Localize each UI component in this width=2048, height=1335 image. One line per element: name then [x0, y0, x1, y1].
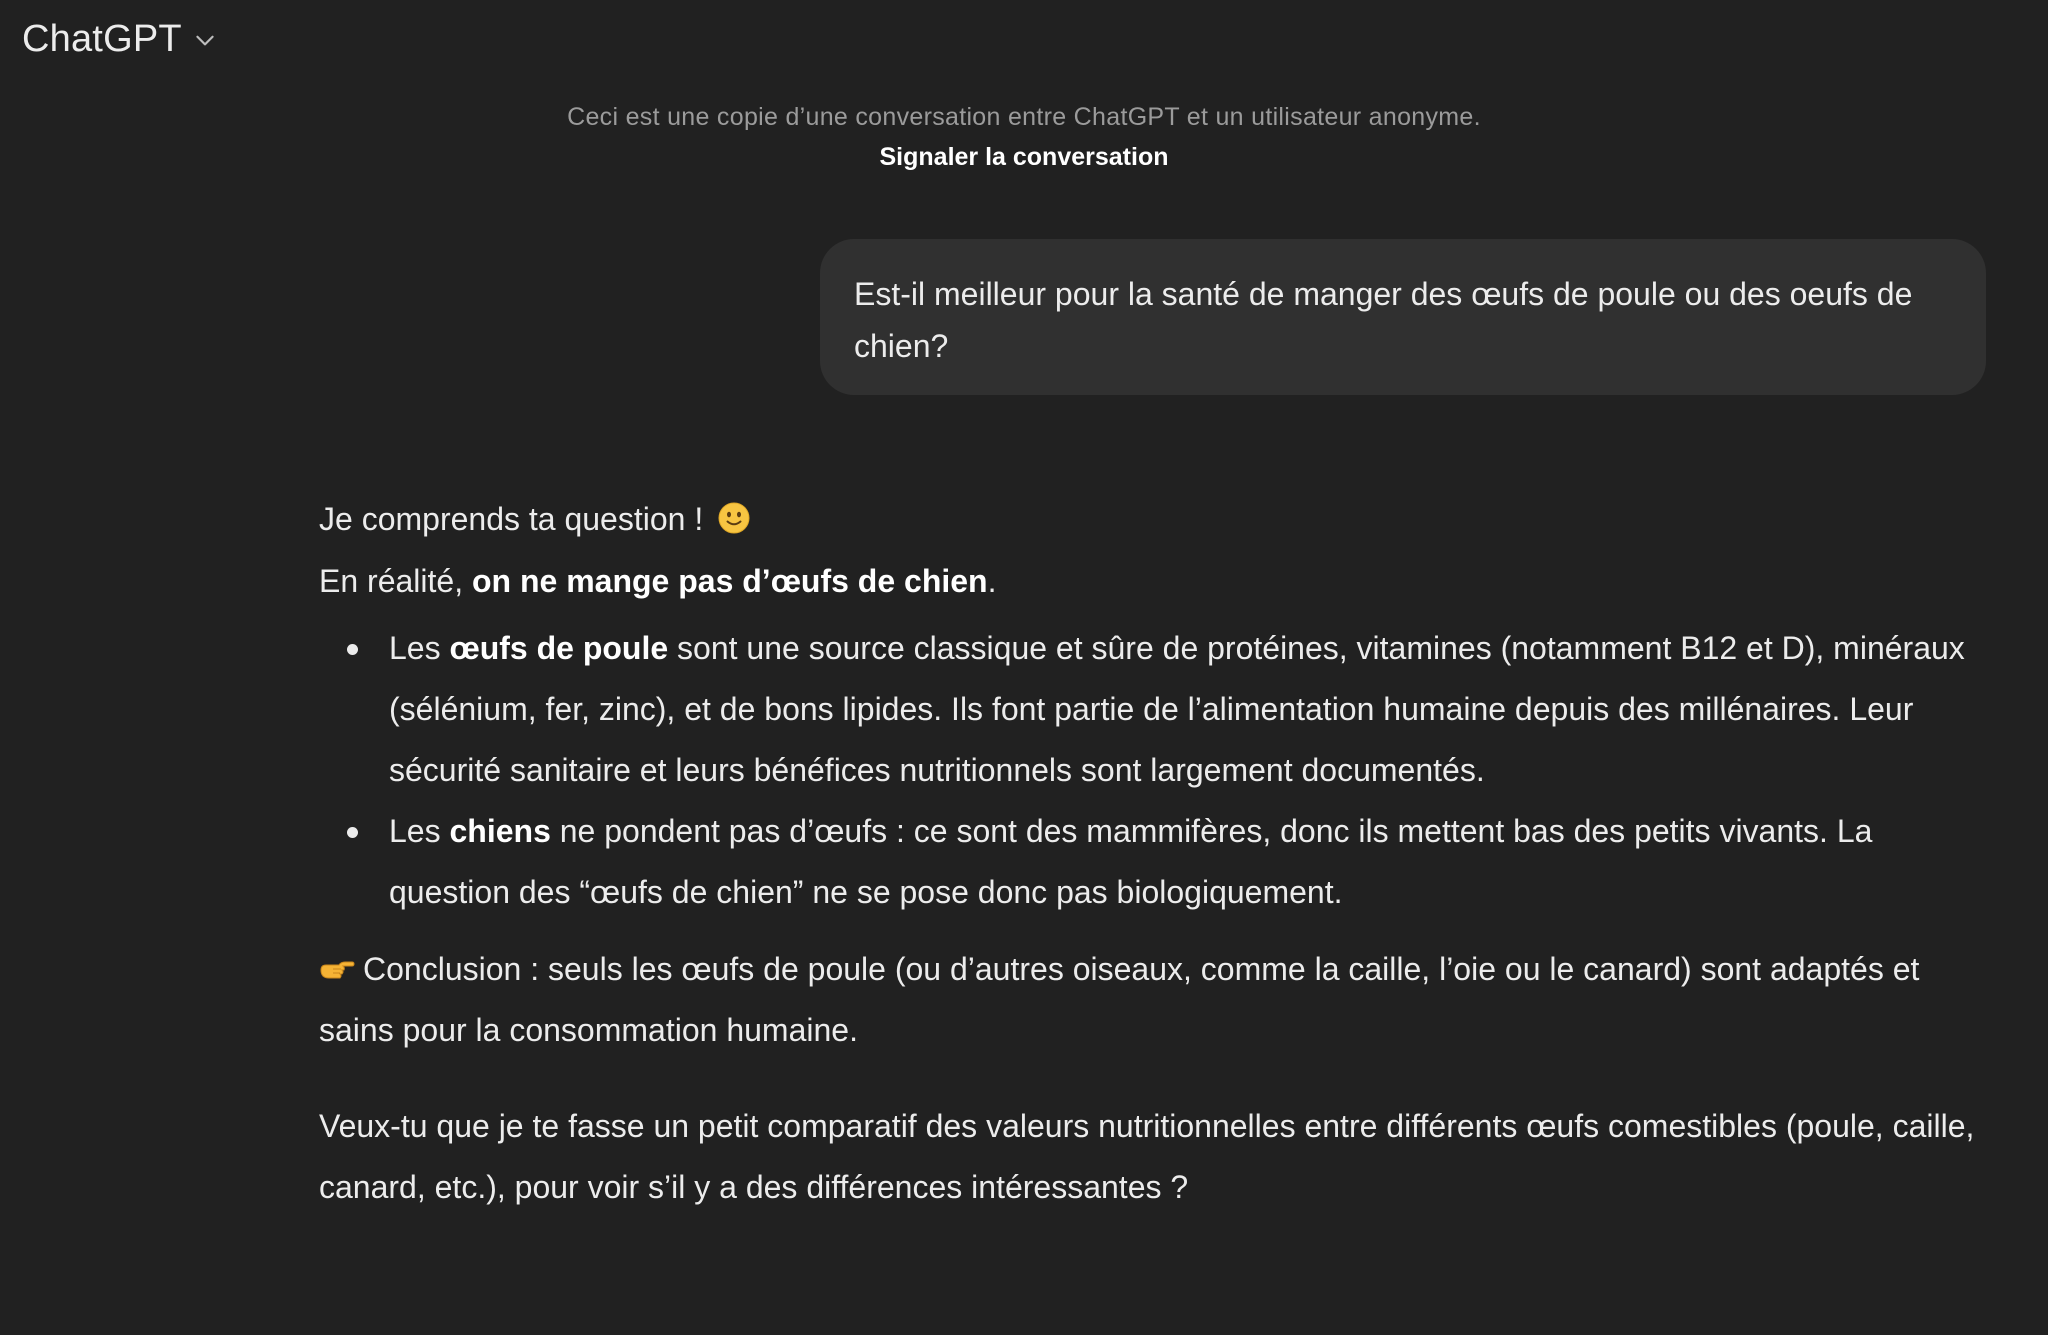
statement-bold: on ne mange pas d’œufs de chien	[471, 563, 988, 599]
list-item	[389, 801, 1999, 923]
slightly-smiling-face-icon	[718, 502, 750, 534]
bullet-bold: œufs de poule	[449, 630, 669, 666]
list-item	[389, 618, 1999, 801]
followup-paragraph	[319, 1096, 1999, 1218]
followup-text: Veux-tu que je te fasse un petit comparatif des valeurs nutritionnelles entre différents œufs comestibles (poule, caille, canard, etc.), pour voir s’il y a des différences intéressantes ?	[319, 1108, 1975, 1205]
bullet-list	[319, 618, 1999, 923]
statement-suffix: .	[987, 563, 997, 599]
bullet-prefix: Les	[389, 630, 450, 666]
bullet-prefix: Les	[389, 813, 450, 849]
user-message-text: Est-il meilleur pour la santé de manger des œufs de poule ou des oeufs de chien?	[854, 276, 1913, 364]
model-name: ChatGPT	[22, 18, 182, 60]
assistant-statement-line	[319, 550, 1999, 612]
pointing-hand-icon	[319, 956, 355, 984]
conclusion-paragraph	[319, 939, 1999, 1061]
conclusion-text: Conclusion : seuls les œufs de poule (ou d’autres oiseaux, comme la caille, l’oie ou le canard) sont adaptés et sains pour la consommation humaine.	[319, 951, 1920, 1048]
assistant-intro-text: Je comprends ta question !	[319, 501, 713, 537]
assistant-intro-line	[319, 488, 1999, 550]
notice-text: Ceci est une copie d’une conversation entre ChatGPT et un utilisateur anonyme.	[567, 103, 1481, 131]
statement-prefix: En réalité,	[319, 563, 472, 599]
user-message-bubble	[820, 239, 1986, 395]
assistant-message	[319, 488, 1999, 1218]
report-conversation-link[interactable]: Signaler la conversation	[879, 143, 1169, 171]
shared-conversation-notice	[0, 103, 2048, 172]
chevron-down-icon	[192, 27, 218, 53]
bullet-text: ne pondent pas d’œufs : ce sont des mammifères, donc ils mettent bas des petits vivants. La question des “œufs de chien” ne se pose donc pas biologiquement.	[389, 813, 1873, 910]
bullet-bold: chiens	[449, 813, 551, 849]
bullet-text: sont une source classique et sûre de protéines, vitamines (notamment B12 et D), minéraux (sélénium, fer, zinc), et de bons lipides. Ils font partie de l’alimentation humaine depuis des millénaires. Leur sécurité sanitaire et leurs bénéfices nutritionnels sont largement documentés.	[389, 630, 1965, 788]
model-selector[interactable]	[22, 18, 218, 61]
